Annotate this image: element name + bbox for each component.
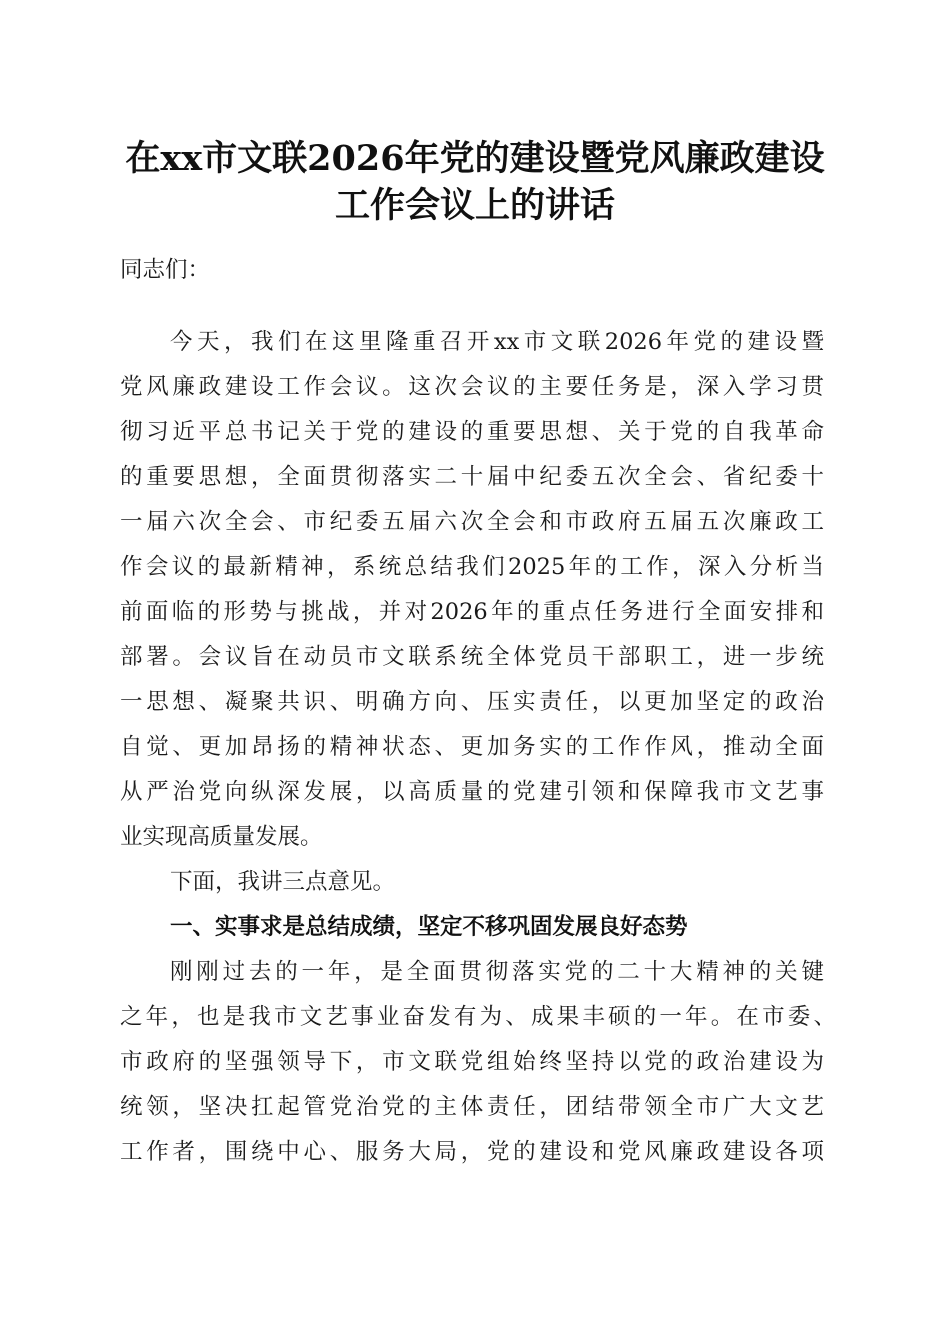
salutation: 同志们：: [120, 257, 211, 283]
paragraph-1-line-1: 今天，我们在这里隆重召开xx市文联2026年党的建设暨: [170, 329, 824, 355]
paragraph-1-line-2: 党风廉政建设工作会议。这次会议的主要任务是，深入学习贯: [120, 374, 824, 400]
paragraph-1-line-8: 部署。会议旨在动员市文联系统全体党员干部职工，进一步统: [120, 644, 824, 670]
paragraph-1-line-4: 的重要思想，全面贯彻落实二十届中纪委五次全会、省纪委十: [120, 464, 824, 490]
paragraph-3-line-4: 统领，坚决扛起管党治党的主体责任，团结带领全市广大文艺: [120, 1094, 824, 1120]
paragraph-2: 下面，我讲三点意见。: [170, 869, 396, 895]
paragraph-1-line-6: 作会议的最新精神，系统总结我们2025年的工作，深入分析当: [120, 554, 824, 580]
document-title-line-1: 在xx市文联2026年党的建设暨党风廉政建设: [125, 138, 825, 179]
paragraph-1-line-12: 业实现高质量发展。: [120, 824, 323, 850]
paragraph-1-line-11: 从严治党向纵深发展，以高质量的党建引领和保障我市文艺事: [120, 779, 824, 805]
paragraph-3-line-1: 刚刚过去的一年，是全面贯彻落实党的二十大精神的关键: [170, 959, 824, 985]
document-title-line-2: 工作会议上的讲话: [334, 185, 615, 226]
paragraph-1-line-10: 自觉、更加昂扬的精神状态、更加务实的工作作风，推动全面: [120, 734, 824, 760]
paragraph-3-line-5: 工作者，围绕中心、服务大局，党的建设和党风廉政建设各项: [120, 1139, 824, 1165]
paragraph-1-line-7: 前面临的形势与挑战，并对2026年的重点任务进行全面安排和: [120, 599, 824, 625]
paragraph-1-line-9: 一思想、凝聚共识、明确方向、压实责任，以更加坚定的政治: [120, 689, 824, 715]
section-heading-1: 一、实事求是总结成绩，坚定不移巩固发展良好态势: [170, 914, 688, 940]
paragraph-3-line-3: 市政府的坚强领导下，市文联党组始终坚持以党的政治建设为: [120, 1049, 824, 1075]
paragraph-1-line-3: 彻习近平总书记关于党的建设的重要思想、关于党的自我革命: [120, 419, 824, 445]
paragraph-3-line-2: 之年，也是我市文艺事业奋发有为、成果丰硕的一年。在市委、: [120, 1004, 836, 1030]
paragraph-1-line-5: 一届六次全会、市纪委五届六次全会和市政府五届五次廉政工: [120, 509, 824, 535]
